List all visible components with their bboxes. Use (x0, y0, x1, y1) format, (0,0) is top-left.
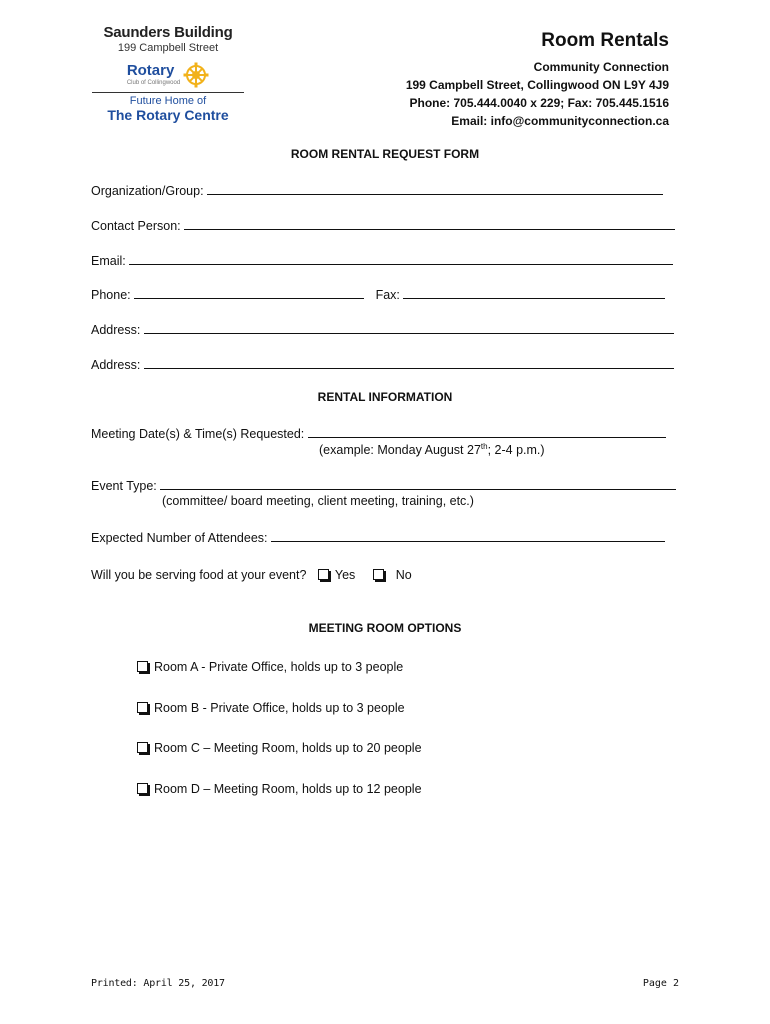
email-line[interactable] (129, 252, 673, 265)
event-type-line[interactable] (160, 477, 676, 490)
contact-person-label: Contact Person: (91, 219, 181, 233)
phone-label: Phone: (91, 288, 131, 302)
contact-header (406, 30, 669, 130)
room-b-checkbox-icon[interactable] (137, 702, 148, 713)
organization-label: Organization/Group: (91, 184, 204, 198)
page-title: Room Rentals (541, 30, 669, 51)
organization-line[interactable] (207, 182, 663, 195)
email-field (91, 252, 673, 268)
logo-divider (92, 92, 244, 93)
address-field-2 (91, 356, 674, 372)
fax-label: Fax: (375, 288, 400, 302)
room-c-label: Room C – Meeting Room, holds up to 20 people (154, 741, 422, 755)
org-phone-fax: Phone: 705.444.0040 x 229; Fax: 705.445.1516 (409, 96, 669, 110)
room-a-checkbox-icon[interactable] (137, 661, 148, 672)
no-checkbox-icon[interactable] (373, 569, 384, 580)
room-a-label: Room A - Private Office, holds up to 3 people (154, 660, 404, 674)
event-type-field (91, 477, 676, 493)
yes-label: Yes (334, 568, 356, 582)
building-street: 199 Campbell Street (117, 42, 219, 54)
address-line-1[interactable] (144, 321, 674, 334)
attendees-label: Expected Number of Attendees: (91, 531, 268, 545)
fax-line[interactable] (403, 286, 665, 299)
room-option-b[interactable] (137, 701, 405, 715)
room-c-checkbox-icon[interactable] (137, 742, 148, 753)
building-name: Saunders Building (103, 24, 233, 41)
meeting-example-time: ; 2-4 p.m.) (487, 443, 545, 458)
meeting-example (319, 442, 545, 457)
yes-checkbox-icon[interactable] (318, 569, 329, 580)
phone-fax-field (91, 286, 665, 302)
org-address: 199 Campbell Street, Collingwood ON L9Y 4J9 (405, 78, 669, 92)
address-field-1 (91, 321, 674, 337)
rental-info-heading: RENTAL INFORMATION (317, 390, 453, 404)
address-line-2[interactable] (144, 356, 674, 369)
org-name: Community Connection (533, 60, 669, 74)
email-label: Email: (91, 254, 126, 268)
organization-field (91, 182, 663, 198)
form-title: ROOM RENTAL REQUEST FORM (290, 147, 480, 161)
room-option-d[interactable] (137, 782, 422, 796)
rotary-centre-text: The Rotary Centre (107, 107, 229, 123)
rotary-wordmark: Rotary (126, 62, 175, 79)
room-option-c[interactable] (137, 741, 422, 755)
rotary-club-text: Club of Collingwood (126, 80, 181, 86)
phone-line[interactable] (134, 286, 364, 299)
room-b-label: Room B - Private Office, holds up to 3 people (154, 701, 405, 715)
attendees-line[interactable] (271, 529, 665, 542)
saunders-rotary-logo (88, 24, 248, 123)
room-options-heading: MEETING ROOM OPTIONS (308, 621, 462, 635)
address-label-2: Address: (91, 358, 141, 372)
future-home-text: Future Home of (129, 95, 207, 107)
food-question-field (91, 568, 412, 582)
contact-person-field (91, 217, 675, 233)
room-d-checkbox-icon[interactable] (137, 783, 148, 794)
page-number: Page 2 (642, 978, 679, 989)
event-type-label: Event Type: (91, 479, 157, 493)
attendees-field (91, 529, 665, 545)
meeting-example-text: (example: Monday August 27 (319, 443, 481, 458)
printed-date: Printed: April 25, 2017 (91, 978, 225, 989)
room-option-a[interactable] (137, 660, 403, 674)
room-d-label: Room D – Meeting Room, holds up to 12 people (154, 782, 422, 796)
event-type-hint: (committee/ board meeting, client meeting, training, etc.) (162, 494, 474, 508)
contact-person-line[interactable] (184, 217, 675, 230)
org-email: Email: info@communityconnection.ca (451, 114, 669, 128)
food-question-label: Will you be serving food at your event? (91, 568, 307, 582)
rotary-wheel-icon (183, 62, 209, 88)
meeting-datetime-label: Meeting Date(s) & Time(s) Requested: (91, 427, 305, 441)
rotary-mark (88, 62, 248, 88)
meeting-example-sup: th (480, 442, 488, 451)
meeting-datetime-line[interactable] (308, 425, 666, 438)
address-label-1: Address: (91, 323, 141, 337)
no-label: No (395, 568, 412, 582)
meeting-datetime-field (91, 425, 666, 441)
